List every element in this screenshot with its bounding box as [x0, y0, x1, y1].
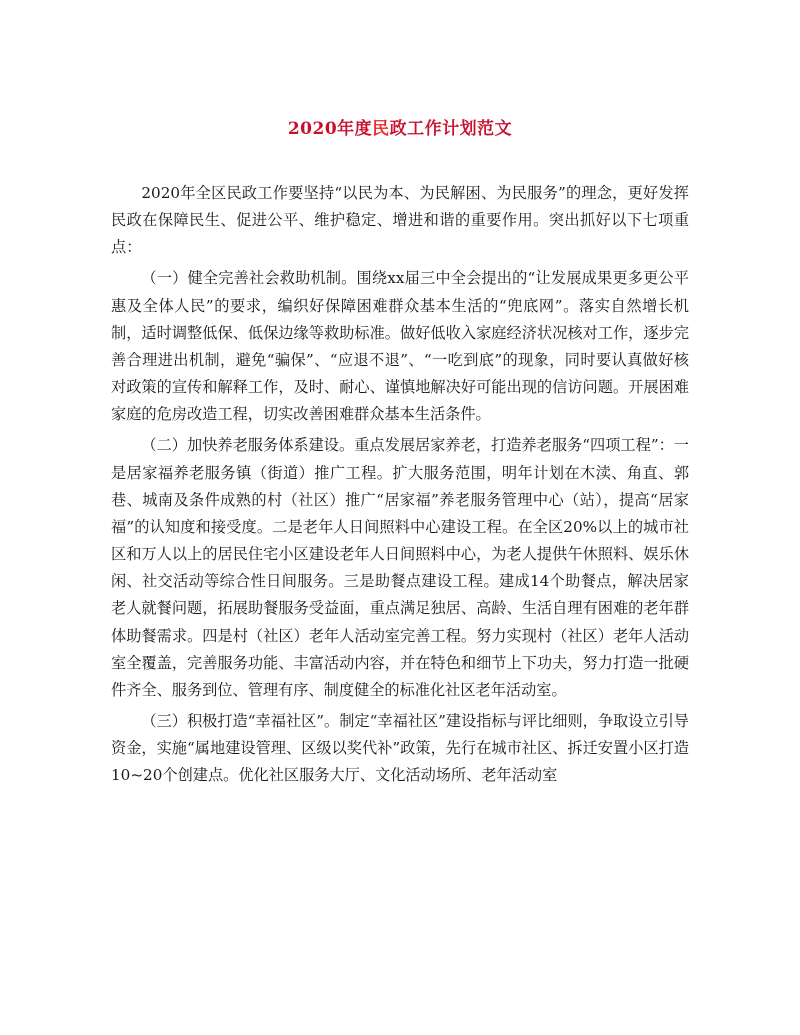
title-prefix: 2020年度: [287, 119, 373, 139]
paragraph-intro: 2020年全区民政工作要坚持“以民为本、为民解困、为民服务”的理念，更好发挥民政在保障民生、促进公平、维护稳定、增进和谐的重要作用。突出抓好以下七项重点：: [111, 184, 689, 257]
paragraph-happy-community: （三）积极打造“幸福社区”。制定“幸福社区”建设指标与评比细则，争取设立引导资金，实施“属地建设管理、区级以奖代补”政策，先行在城市社区、拆迁安置小区打造10~20个创建点。优化社区服务大厅、文化活动场所、老年活动室: [111, 711, 689, 785]
page-title: [0, 114, 800, 139]
title-suffix: 政工作计划范文: [389, 119, 513, 139]
title-highlight: 民: [372, 119, 390, 139]
paragraph-social-assistance: （一）健全完善社会救助机制。围绕xx届三中全会提出的“让发展成果更多更公平惠及全体人民”的要求，编织好保障困难群众基本生活的“兜底网”。落实自然增长机制，适时调整低保、低保边缘等救助标准。做好低收入家庭经济状况核对工作，逐步完善合理进出机制，避免“骗保”、“应退不退”、“一吃到底”的现象，同时要认真做好核对政策的宣传和解释工作，及时、耐心、谨慎地解决好可能出现的信访问题。开展困难家庭的危房改造工程，切实改善困难群众基本生活条件。: [111, 269, 689, 424]
paragraph-elderly-care: （二）加快养老服务体系建设。重点发展居家养老，打造养老服务“四项工程”：一是居家福养老服务镇（街道）推广工程。扩大服务范围，明年计划在木渎、角直、郭巷、城南及条件成熟的村（社区）推广“居家福”养老服务管理中心（站），提高“居家福”的认知度和接受度。二是老年人日间照料中心建设工程。在全区20%以上的城市社区和万人以上的居民住宅小区建设老年人日间照料中心，为老人提供午休照料、娱乐休闲、社交活动等综合性日间服务。三是助餐点建设工程。建成14个助餐点，解决居家老人就餐问题，拓展助餐服务受益面，重点满足独居、高龄、生活自理有困难的老年群体助餐需求。四是村（社区）老年人活动室完善工程。努力实现村（社区）老年人活动室全覆盖，完善服务功能、丰富活动内容，并在特色和细节上下功夫，努力打造一批硬件齐全、服务到位、管理有序、制度健全的标准化社区老年活动室。: [111, 436, 689, 699]
document-body: [111, 180, 689, 793]
